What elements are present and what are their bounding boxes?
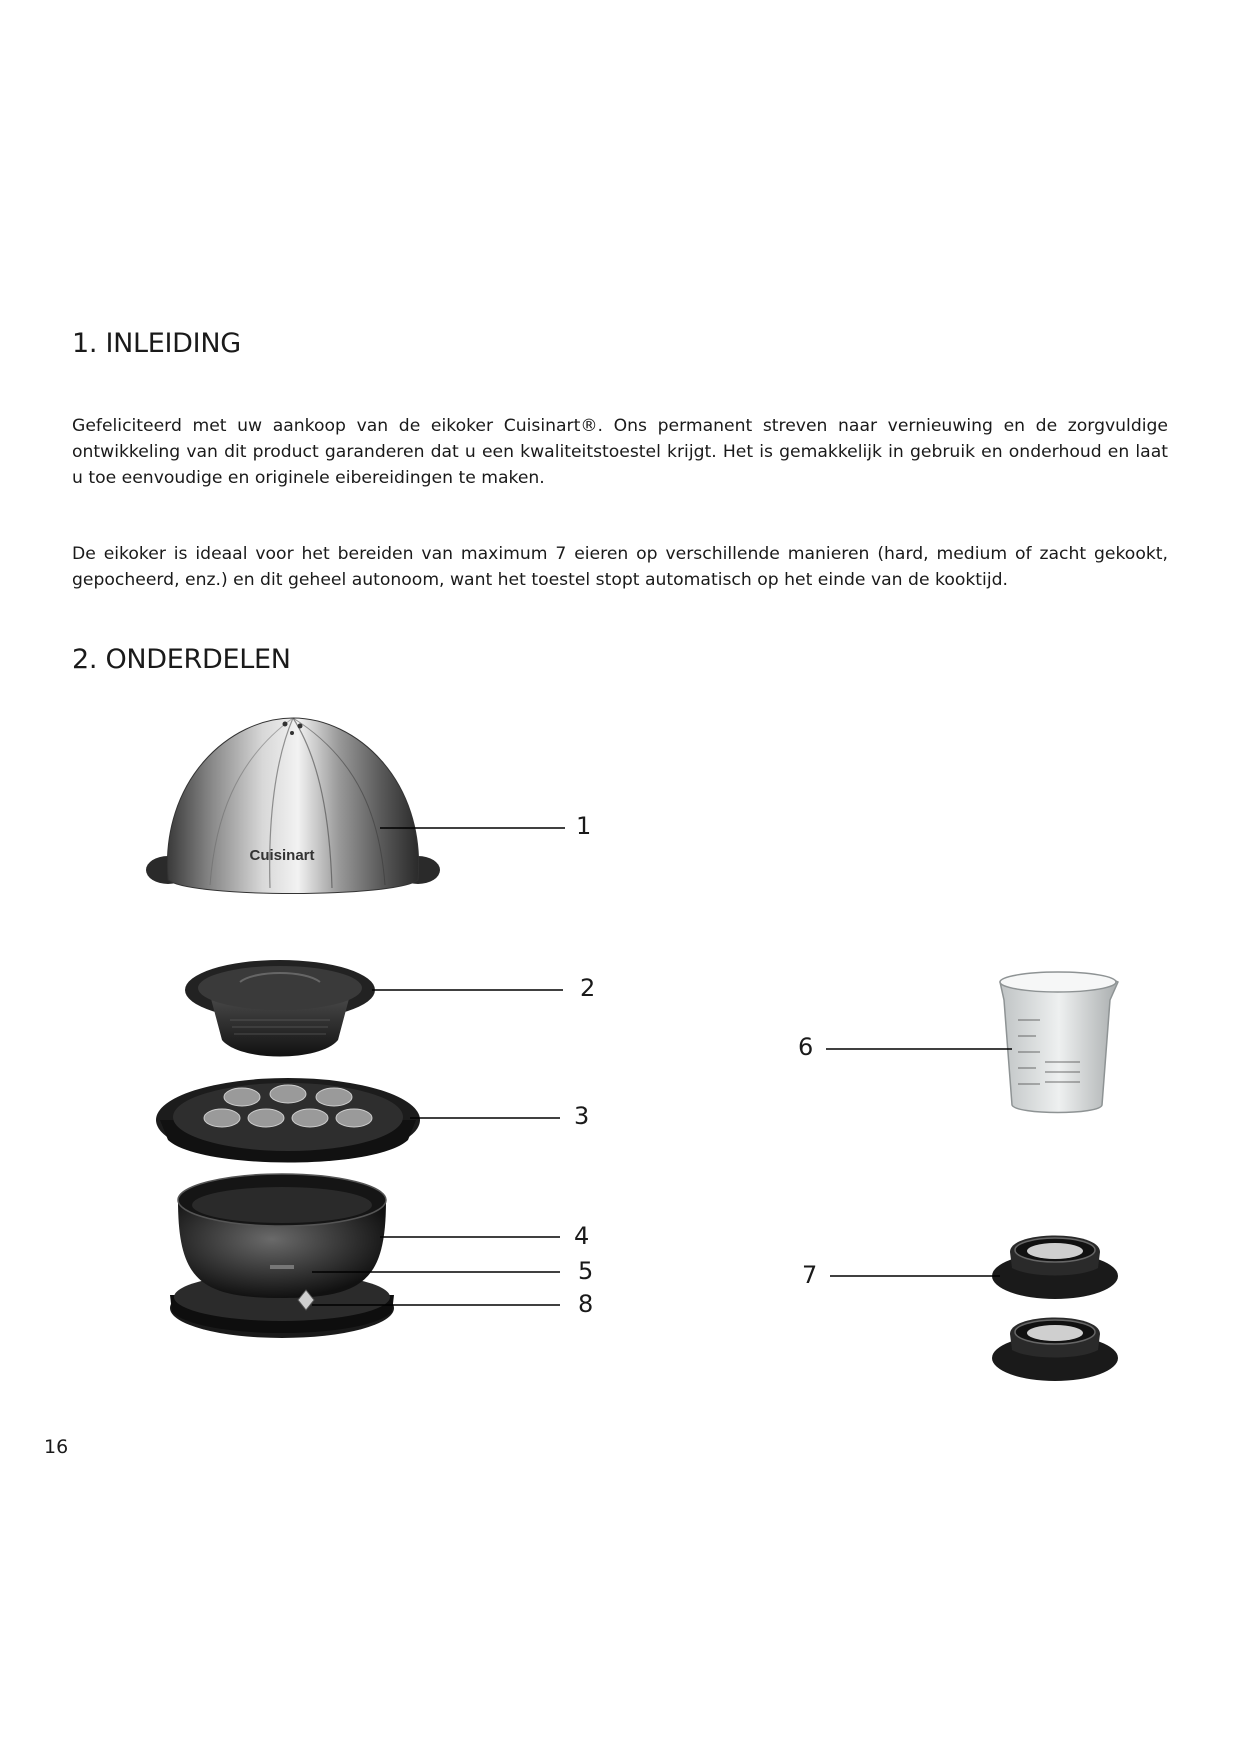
brand-logo: Cuisinart [249,847,315,864]
intro-paragraph-2: De eikoker is ideaal voor het bereiden van maximum 7 eieren op verschillende manieren (hard, medium of zacht gekookt, gepocheerd, enz.) en dit geheel autonoom, want het toestel stopt automatisch op het einde van de kooktijd. [72,544,1168,590]
measuring-cup-icon [1000,972,1118,1113]
lid-dome-icon [146,718,440,894]
intro-paragraph-1: Gefeliciteerd met uw aankoop van de eikoker Cuisinart®. Ons permanent streven naar vernieuwing en de zorgvuldige ontwikkeling van dit product garanderen dat u een kwaliteitstoestel krijgt. Het is gemakkelijk in gebruik en onderhoud en laat u toe eenvoudige en originele eibereidingen te maken. [72,416,1168,488]
callout-4: 4 [574,1222,590,1250]
egg-rack-icon [156,1078,420,1163]
egg-cup-icon [992,1236,1118,1382]
callout-1: 1 [576,812,592,840]
parts-diagram [0,700,1240,1400]
parts-illustration [0,700,1240,1400]
callout-6: 6 [798,1033,814,1061]
section2-title: 2. ONDERDELEN [72,644,291,675]
callout-3: 3 [574,1102,590,1130]
callout-2: 2 [580,974,596,1002]
poaching-tray-icon [185,960,375,1057]
heating-base-icon [170,1174,394,1338]
page-number: 16 [44,1436,69,1458]
callout-5: 5 [578,1257,594,1285]
callout-7: 7 [802,1261,818,1289]
callout-8: 8 [578,1290,594,1318]
section1-title: 1. INLEIDING [72,328,241,359]
